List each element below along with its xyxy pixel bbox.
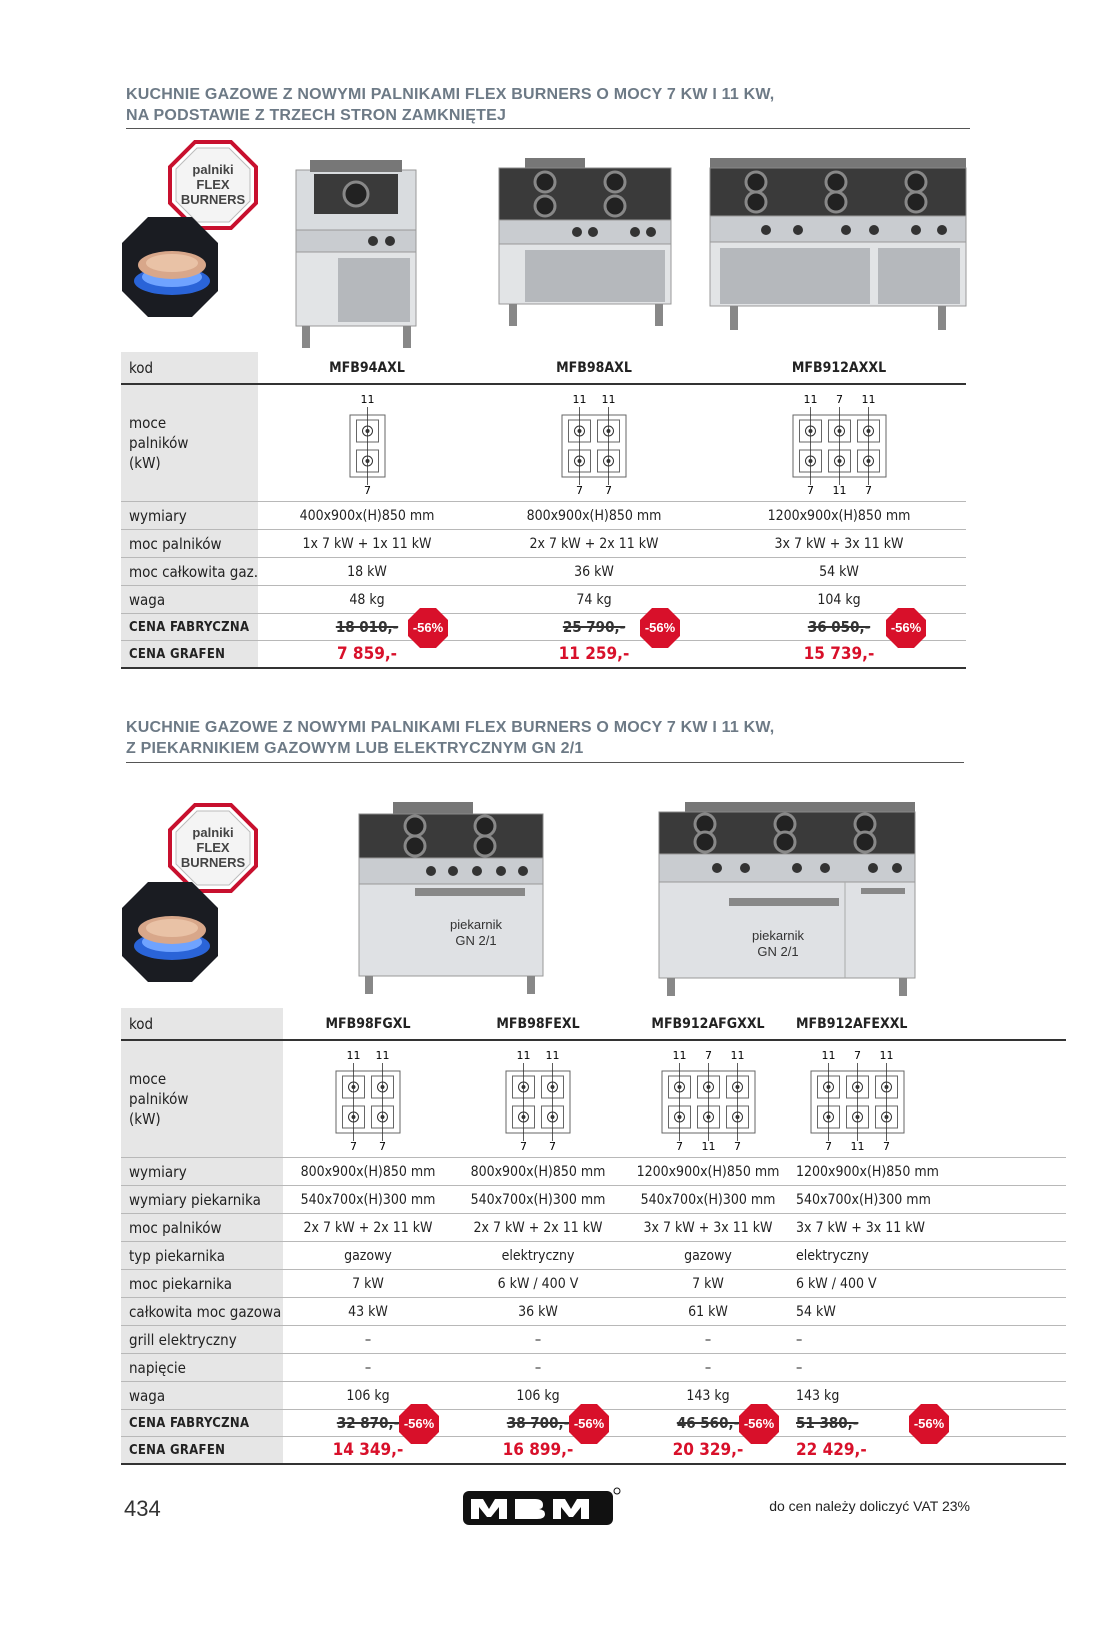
burner-grid-icon bbox=[340, 391, 395, 495]
spec-table-2 bbox=[121, 1008, 1066, 1465]
section-2-title: KUCHNIE GAZOWE Z NOWYMI PALNIKAMI FLEX BURNERS O MOCY 7 KW I 11 KW, Z PIEKARNIKIEM GAZOWYM LUB ELEKTRYCZNYM GN 2/1 bbox=[126, 719, 775, 757]
row-cena-fabryczna bbox=[121, 1410, 1066, 1437]
label-moc-palnikow: moc palników bbox=[121, 1214, 283, 1242]
spec-table-1 bbox=[121, 352, 966, 669]
value-wymiary: 800x900x(H)850 mm bbox=[283, 1158, 453, 1186]
burner-power-top-label: 11 bbox=[803, 393, 817, 406]
factory-price-cell bbox=[258, 614, 476, 641]
burner-power-top-label: 7 bbox=[835, 393, 843, 406]
burner-grid-frame bbox=[562, 415, 626, 477]
row-moc-palnikow bbox=[121, 1214, 1066, 1242]
product-code: MFB98FGXL bbox=[283, 1008, 453, 1040]
value-moc-palnikow: 1x 7 kW + 1x 11 kW bbox=[258, 530, 476, 558]
discount-badge: -56% bbox=[909, 1404, 949, 1444]
burner-layout-diagram bbox=[793, 1040, 1066, 1158]
discount-badge: -56% bbox=[739, 1404, 779, 1444]
range-with-oven-4-burner-image bbox=[355, 800, 547, 996]
section-1-title-rule bbox=[126, 128, 970, 129]
product-code: MFB912AFEXXL bbox=[793, 1008, 1066, 1040]
burner-grid-icon bbox=[783, 391, 896, 495]
value-napiecie: – bbox=[453, 1354, 623, 1382]
burner-power-bottom-label: 7 bbox=[576, 484, 583, 495]
range-mfb94axl-image bbox=[288, 156, 420, 356]
value-wymiary: 800x900x(H)850 mm bbox=[476, 502, 712, 530]
burner-power-top-label: 11 bbox=[572, 393, 587, 406]
value-grill: – bbox=[283, 1326, 453, 1354]
factory-price-cell bbox=[793, 1410, 1066, 1437]
row-moc-palnikow bbox=[121, 530, 966, 558]
value-waga: 74 kg bbox=[476, 586, 712, 614]
discount-badge: -56% bbox=[408, 608, 448, 648]
row-wymiary-piekarnika bbox=[121, 1186, 1066, 1214]
burner-power-bottom-label: 7 bbox=[864, 484, 872, 495]
factory-price: 25 790,- bbox=[562, 618, 626, 636]
value-moc-calkowita: 54 kW bbox=[712, 558, 966, 586]
burner-power-top-label: 11 bbox=[516, 1049, 531, 1062]
burner-power-top-label: 11 bbox=[730, 1049, 744, 1062]
grafen-price: 15 739,- bbox=[712, 641, 966, 669]
row-cena-fabryczna bbox=[121, 614, 966, 641]
burner-power-top-label: 11 bbox=[346, 1049, 361, 1062]
grafen-price: 16 899,- bbox=[453, 1437, 623, 1465]
label-cena-grafen: CENA GRAFEN bbox=[121, 641, 258, 669]
row-napiecie bbox=[121, 1354, 1066, 1382]
factory-price-cell bbox=[453, 1410, 623, 1437]
label-wymiary: wymiary bbox=[121, 1158, 283, 1186]
discount-badge: -56% bbox=[886, 608, 926, 648]
row-typ-piekarnika bbox=[121, 1242, 1066, 1270]
factory-price: 32 870,- bbox=[336, 1414, 400, 1432]
burner-power-top-label: 7 bbox=[854, 1049, 861, 1062]
burner-power-bottom-label: 7 bbox=[675, 1140, 683, 1151]
value-wymiary-piekarnika: 540x700x(H)300 mm bbox=[453, 1186, 623, 1214]
value-napiecie: – bbox=[793, 1354, 1066, 1382]
range-mfb912axxl-image bbox=[706, 154, 968, 354]
label-waga: waga bbox=[121, 586, 258, 614]
value-moc-calkowita: 18 kW bbox=[258, 558, 476, 586]
burner-power-bottom-label: 7 bbox=[549, 1140, 556, 1151]
oven-label: piekarnik GN 2/1 bbox=[752, 928, 805, 959]
burner-power-top-label: 11 bbox=[821, 1049, 836, 1062]
burner-power-bottom-label: 11 bbox=[850, 1140, 865, 1151]
value-waga: 106 kg bbox=[283, 1382, 453, 1410]
value-typ-piekarnika: elektryczny bbox=[793, 1242, 1066, 1270]
burner-flame-photo-icon bbox=[120, 215, 220, 319]
value-wymiary: 400x900x(H)850 mm bbox=[258, 502, 476, 530]
value-moc-calkowita: 36 kW bbox=[476, 558, 712, 586]
factory-price: 46 560,- bbox=[676, 1414, 740, 1432]
product-code: MFB94AXL bbox=[258, 352, 476, 384]
burner-power-top-label: 11 bbox=[375, 1049, 390, 1062]
burner-grid-icon bbox=[326, 1047, 410, 1151]
value-moc-palnikow: 3x 7 kW + 3x 11 kW bbox=[623, 1214, 793, 1242]
value-calkowita-moc: 43 kW bbox=[283, 1298, 453, 1326]
label-typ-piekarnika: typ piekarnika bbox=[121, 1242, 283, 1270]
burner-power-top-label: 7 bbox=[704, 1049, 712, 1062]
row-moce-palnikow bbox=[121, 1040, 1066, 1158]
burner-power-top-label: 11 bbox=[360, 393, 374, 406]
value-moc-piekarnika: 6 kW / 400 V bbox=[793, 1270, 1066, 1298]
grafen-price: 20 329,- bbox=[623, 1437, 793, 1465]
value-wymiary-piekarnika: 540x700x(H)300 mm bbox=[623, 1186, 793, 1214]
label-moce-palnikow: moce palników (kW) bbox=[121, 1040, 283, 1158]
section-2-title-rule bbox=[126, 762, 964, 763]
burner-grid-frame bbox=[506, 1071, 570, 1133]
factory-price-cell bbox=[712, 614, 966, 641]
oven-label: piekarnik GN 2/1 bbox=[450, 917, 503, 948]
burner-power-top-label: 11 bbox=[545, 1049, 560, 1062]
burner-power-bottom-label: 11 bbox=[832, 484, 846, 495]
value-waga: 143 kg bbox=[793, 1382, 1066, 1410]
factory-price: 38 700,- bbox=[506, 1414, 570, 1432]
label-wymiary-piekarnika: wymiary piekarnika bbox=[121, 1186, 283, 1214]
value-typ-piekarnika: gazowy bbox=[283, 1242, 453, 1270]
burner-layout-diagram bbox=[258, 384, 476, 502]
burner-power-top-label: 11 bbox=[601, 393, 616, 406]
value-grill: – bbox=[793, 1326, 1066, 1354]
burner-flame-photo-icon bbox=[120, 880, 220, 984]
discount-badge: -56% bbox=[399, 1404, 439, 1444]
row-waga bbox=[121, 586, 966, 614]
row-grill-elektryczny bbox=[121, 1326, 1066, 1354]
label-moc-palnikow: moc palników bbox=[121, 530, 258, 558]
label-cena-fabryczna: CENA FABRYCZNA bbox=[121, 614, 258, 641]
value-wymiary: 800x900x(H)850 mm bbox=[453, 1158, 623, 1186]
burner-power-bottom-label: 11 bbox=[701, 1140, 715, 1151]
product-code: MFB912AXXL bbox=[712, 352, 966, 384]
value-waga: 143 kg bbox=[623, 1382, 793, 1410]
value-calkowita-moc: 61 kW bbox=[623, 1298, 793, 1326]
factory-price: 18 010,- bbox=[335, 618, 399, 636]
burner-layout-diagram bbox=[623, 1040, 793, 1158]
value-typ-piekarnika: gazowy bbox=[623, 1242, 793, 1270]
value-calkowita-moc: 54 kW bbox=[793, 1298, 1066, 1326]
range-mfb98axl-image bbox=[495, 156, 675, 336]
product-code: MFB98FEXL bbox=[453, 1008, 623, 1040]
row-wymiary bbox=[121, 1158, 1066, 1186]
value-waga: 48 kg bbox=[258, 586, 476, 614]
row-moc-piekarnika bbox=[121, 1270, 1066, 1298]
burner-power-top-label: 11 bbox=[861, 393, 875, 406]
value-wymiary: 1200x900x(H)850 mm bbox=[623, 1158, 793, 1186]
value-moc-palnikow: 3x 7 kW + 3x 11 kW bbox=[712, 530, 966, 558]
section-1-title: KUCHNIE GAZOWE Z NOWYMI PALNIKAMI FLEX BURNERS O MOCY 7 KW I 11 KW, NA PODSTAWIE Z TRZECH STRON ZAMKNIĘTEJ bbox=[126, 86, 775, 124]
value-grill: – bbox=[453, 1326, 623, 1354]
range-with-oven-6-burner-image bbox=[655, 800, 917, 998]
value-calkowita-moc: 36 kW bbox=[453, 1298, 623, 1326]
burner-power-bottom-label: 7 bbox=[883, 1140, 890, 1151]
burner-layout-diagram bbox=[712, 384, 966, 502]
row-kod bbox=[121, 1008, 1066, 1040]
row-wymiary bbox=[121, 502, 966, 530]
factory-price: 36 050,- bbox=[807, 618, 871, 636]
flex-burners-badge: palniki FLEX BURNERS bbox=[168, 803, 258, 893]
value-waga: 106 kg bbox=[453, 1382, 623, 1410]
label-grill-elektryczny: grill elektryczny bbox=[121, 1326, 283, 1354]
burner-layout-diagram bbox=[453, 1040, 623, 1158]
row-moc-calkowita bbox=[121, 558, 966, 586]
value-moc-palnikow: 2x 7 kW + 2x 11 kW bbox=[476, 530, 712, 558]
factory-price-cell bbox=[476, 614, 712, 641]
factory-price-cell bbox=[623, 1410, 793, 1437]
row-kod bbox=[121, 352, 966, 384]
row-calkowita-moc-gazowa bbox=[121, 1298, 1066, 1326]
burner-power-bottom-label: 7 bbox=[605, 484, 612, 495]
label-moc-calkowita: moc całkowita gaz. bbox=[121, 558, 258, 586]
label-calkowita-moc-gazowa: całkowita moc gazowa bbox=[121, 1298, 283, 1326]
vat-note: do cen należy doliczyć VAT 23% bbox=[769, 1498, 970, 1514]
factory-price-cell bbox=[283, 1410, 453, 1437]
grafen-price: 11 259,- bbox=[476, 641, 712, 669]
burner-power-top-label: 11 bbox=[672, 1049, 686, 1062]
grafen-price: 22 429,- bbox=[793, 1437, 1066, 1465]
burner-power-bottom-label: 7 bbox=[379, 1140, 386, 1151]
burner-layout-diagram bbox=[283, 1040, 453, 1158]
label-cena-fabryczna: CENA FABRYCZNA bbox=[121, 1410, 283, 1437]
burner-power-bottom-label: 7 bbox=[350, 1140, 357, 1151]
burner-layout-diagram bbox=[476, 384, 712, 502]
value-moc-piekarnika: 6 kW / 400 V bbox=[453, 1270, 623, 1298]
burner-power-bottom-label: 7 bbox=[363, 484, 371, 495]
value-napiecie: – bbox=[283, 1354, 453, 1382]
value-moc-piekarnika: 7 kW bbox=[623, 1270, 793, 1298]
row-moce-palnikow bbox=[121, 384, 966, 502]
value-wymiary-piekarnika: 540x700x(H)300 mm bbox=[283, 1186, 453, 1214]
label-moc-piekarnika: moc piekarnika bbox=[121, 1270, 283, 1298]
value-moc-palnikow: 2x 7 kW + 2x 11 kW bbox=[453, 1214, 623, 1242]
page-number: 434 bbox=[124, 1496, 161, 1521]
value-wymiary: 1200x900x(H)850 mm bbox=[793, 1158, 1066, 1186]
value-waga: 104 kg bbox=[712, 586, 966, 614]
value-napiecie: – bbox=[623, 1354, 793, 1382]
label-moce-palnikow: moce palników (kW) bbox=[121, 384, 258, 502]
burner-grid-icon bbox=[652, 1047, 765, 1151]
value-typ-piekarnika: elektryczny bbox=[453, 1242, 623, 1270]
label-kod: kod bbox=[121, 1008, 283, 1040]
label-wymiary: wymiary bbox=[121, 502, 258, 530]
burner-grid-icon bbox=[496, 1047, 580, 1151]
label-waga: waga bbox=[121, 1382, 283, 1410]
value-wymiary: 1200x900x(H)850 mm bbox=[712, 502, 966, 530]
value-moc-palnikow: 3x 7 kW + 3x 11 kW bbox=[793, 1214, 1066, 1242]
label-cena-grafen: CENA GRAFEN bbox=[121, 1437, 283, 1465]
label-kod: kod bbox=[121, 352, 258, 384]
burner-power-bottom-label: 7 bbox=[806, 484, 814, 495]
burner-grid-icon bbox=[801, 1047, 914, 1151]
burner-grid-icon bbox=[552, 391, 636, 495]
discount-badge: -56% bbox=[640, 608, 680, 648]
value-grill: – bbox=[623, 1326, 793, 1354]
value-moc-palnikow: 2x 7 kW + 2x 11 kW bbox=[283, 1214, 453, 1242]
product-code: MFB912AFGXXL bbox=[623, 1008, 793, 1040]
burner-power-bottom-label: 7 bbox=[520, 1140, 527, 1151]
burner-power-bottom-label: 7 bbox=[733, 1140, 741, 1151]
row-cena-grafen bbox=[121, 641, 966, 669]
burner-power-top-label: 11 bbox=[879, 1049, 894, 1062]
burner-grid-frame bbox=[336, 1071, 400, 1133]
discount-badge: -56% bbox=[569, 1404, 609, 1444]
mbm-logo bbox=[463, 1483, 623, 1529]
grafen-price: 7 859,- bbox=[258, 641, 476, 669]
grafen-price: 14 349,- bbox=[283, 1437, 453, 1465]
value-moc-piekarnika: 7 kW bbox=[283, 1270, 453, 1298]
burner-power-bottom-label: 7 bbox=[825, 1140, 832, 1151]
product-code: MFB98AXL bbox=[476, 352, 712, 384]
factory-price: 51 380,- bbox=[796, 1414, 859, 1432]
label-napiecie: napięcie bbox=[121, 1354, 283, 1382]
value-wymiary-piekarnika: 540x700x(H)300 mm bbox=[793, 1186, 1066, 1214]
flex-burners-badge: palniki FLEX BURNERS bbox=[168, 140, 258, 230]
